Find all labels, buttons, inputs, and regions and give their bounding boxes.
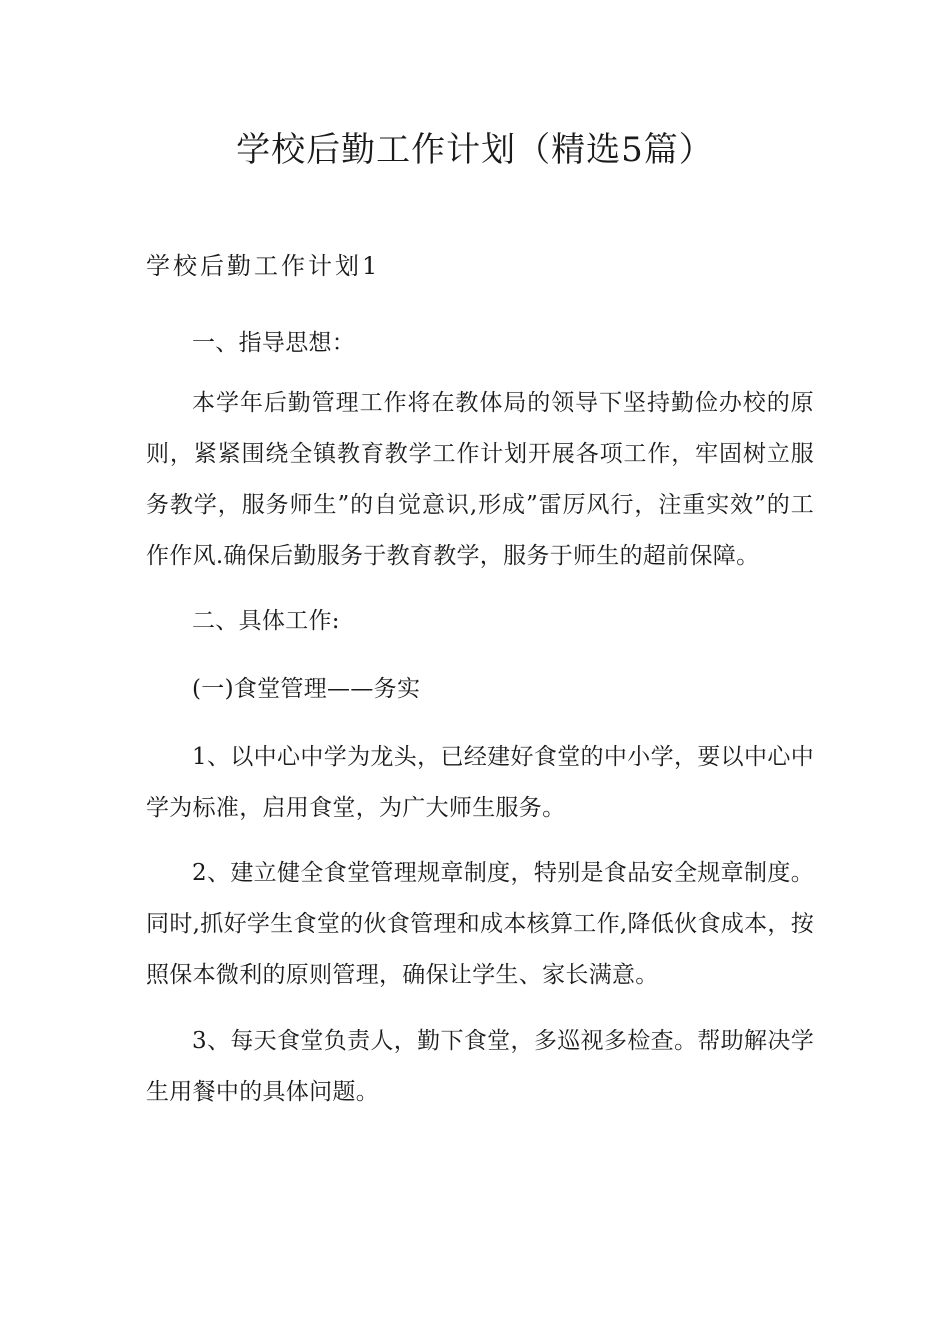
document-title: 学校后勤工作计划（精选5篇） <box>236 130 714 170</box>
paragraph-guiding-ideology: 本学年后勤管理工作将在教体局的领导下坚持勤俭办校的原则，紧紧围绕全镇教育教学工作计划开展各项工作，牢固树立服务教学，服务师生”的自觉意识,形成”雷厉风行，注重实效”的工作作风.确保后勤服务于教育教学，服务于师生的超前保障。 <box>146 390 814 569</box>
subheading-canteen-management: (一)食堂管理——务实 <box>192 676 421 702</box>
heading-guiding-ideology: 一、指导思想： <box>192 330 356 356</box>
list-item-2: 2、建立健全食堂管理规章制度，特别是食品安全规章制度。同时,抓好学生食堂的伙食管理和成本核算工作,降低伙食成本，按照保本微利的原则管理，确保让学生、家长满意。 <box>146 860 814 988</box>
heading-specific-work: 二、具体工作: <box>192 608 340 634</box>
section-heading: 学校后勤工作计划1 <box>146 252 381 280</box>
list-item-1: 1、以中心中学为龙头，已经建好食堂的中小学，要以中心中学为标准，启用食堂，为广大师生服务。 <box>146 744 814 821</box>
list-item-3: 3、每天食堂负责人，勤下食堂，多巡视多检查。帮助解决学生用餐中的具体问题。 <box>146 1028 814 1105</box>
